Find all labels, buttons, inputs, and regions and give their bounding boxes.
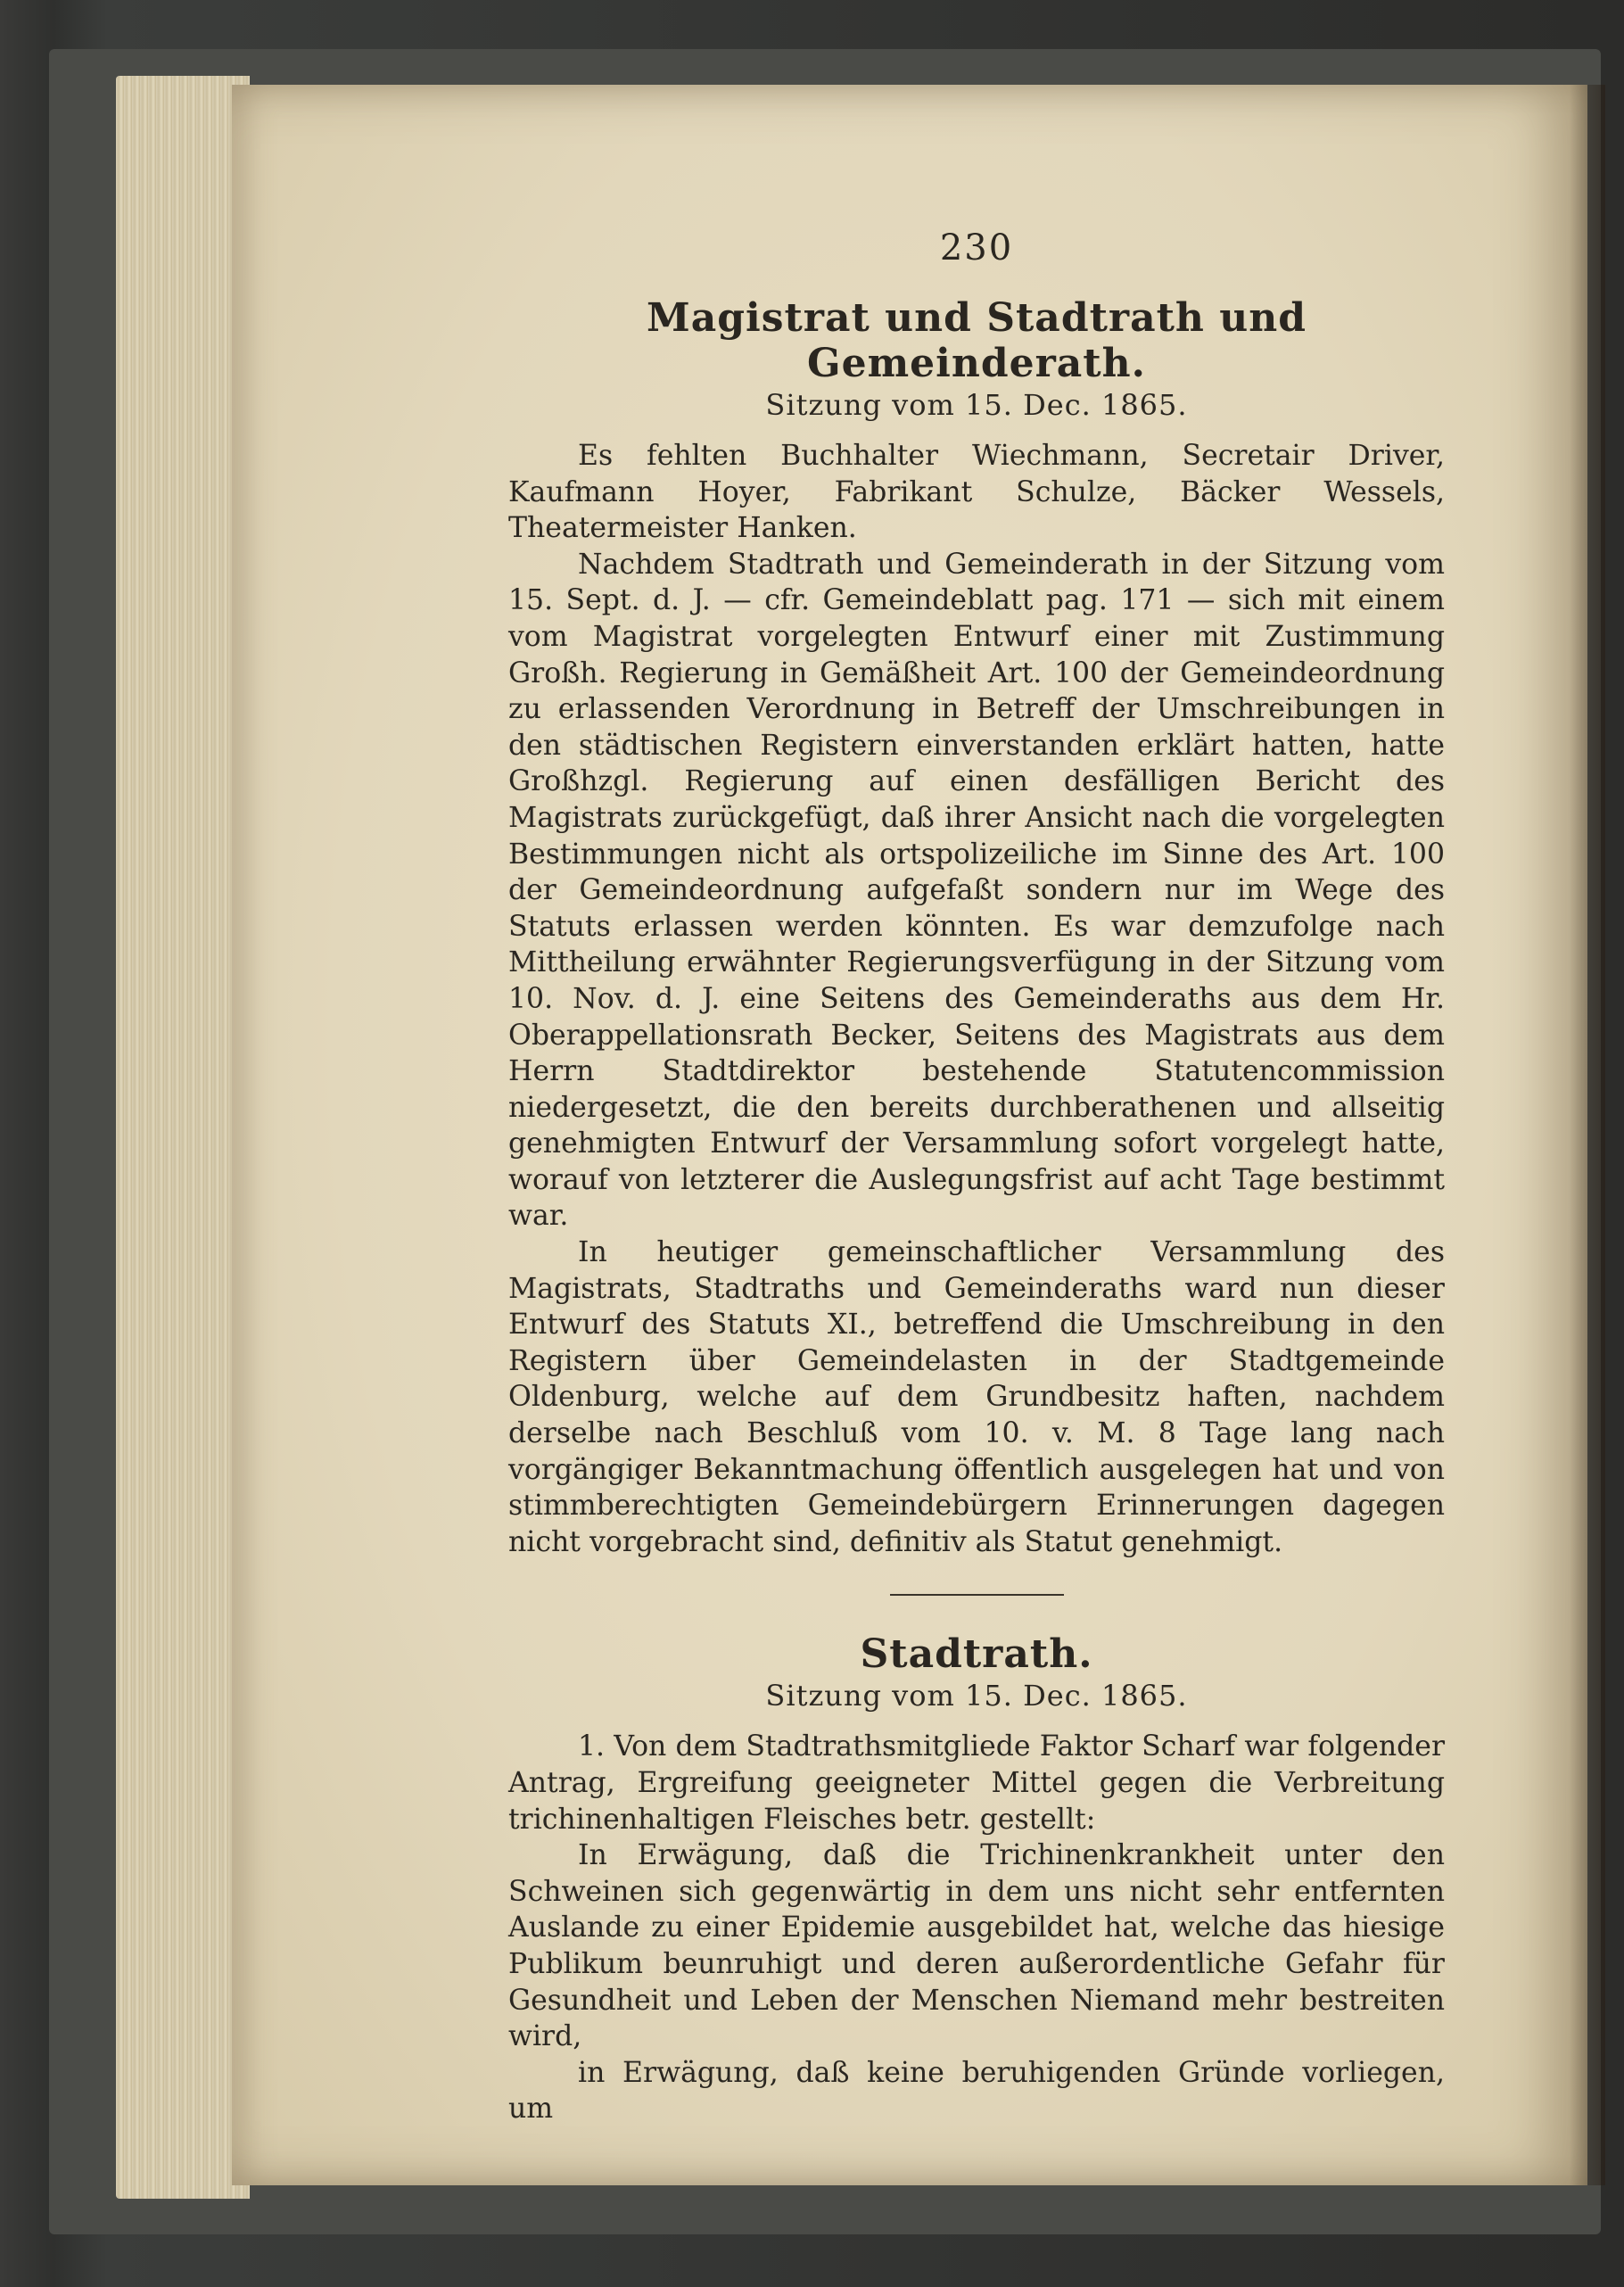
- paragraph: in Erwägung, daß keine beruhigenden Gründe vorliegen, um: [508, 2056, 1445, 2126]
- page-stack-edges: [116, 76, 250, 2199]
- session-date: Sitzung vom 15. Dec. 1865.: [765, 1679, 1188, 1713]
- session-date: Sitzung vom 15. Dec. 1865.: [765, 388, 1188, 422]
- paragraph: In Erwägung, daß die Trichinenkrankheit unter den Schweinen sich gegenwärtig in dem uns nicht sehr entfernten Auslande zu einer Epidemie ausgebildet hat, welche das hiesige Publikum beunruhigt und deren außerordentliche Gefahr für Gesundheit und Leben der Menschen Niemand mehr bestreiten wird,: [508, 1839, 1445, 2053]
- section-magistrat: [508, 295, 1445, 1560]
- page-number: 230: [939, 227, 1014, 268]
- paragraph: Es fehlten Buchhalter Wiechmann, Secretair Driver, Kaufmann Hoyer, Fabrikant Schulze, Bäcker Wessels, Theatermeister Hanken.: [508, 440, 1445, 545]
- paragraph: In heutiger gemeinschaftlicher Versammlung des Magistrats, Stadtraths und Gemeinderaths ward nun dieser Entwurf des Statuts XI., betreffend die Umschreibung in den Registern über Gemeindelasten in der Stadtgemeinde Oldenburg, welche auf dem Grundbesitz haften, nachdem derselbe nach Beschluß vom 10. v. M. 8 Tage lang nach vorgängiger Bekanntmachung öffentlich ausgelegen hat und von stimmberechtigten Gemeindebürgern Erinnerungen dagegen nicht vorgebracht sind, definitiv als Statut genehmigt.: [508, 1236, 1445, 1558]
- section-title: Magistrat und Stadtrath und Gemeinderath.: [647, 295, 1307, 386]
- section-divider: [890, 1594, 1064, 1596]
- page-content: [508, 227, 1445, 2127]
- section-stadtrath: [508, 1631, 1445, 2127]
- paragraph: Nachdem Stadtrath und Gemeinderath in der Sitzung vom 15. Sept. d. J. — cfr. Gemeindeblatt pag. 171 — sich mit einem vom Magistrat vorgelegten Entwurf einer mit Zustimmung Großh. Regierung in Gemäßheit Art. 100 der Gemeindeordnung zu erlassenden Verordnung in Betreff der Umschreibungen in den städtischen Registern einverstanden erklärt hatten, hatte Großhzgl. Regierung auf einen desfälligen Bericht des Magistrats zurückgefügt, daß ihrer Ansicht nach die vorgelegten Bestimmungen nicht als ortspolizeiliche im Sinne des Art. 100 der Gemeindeordnung aufgefaßt sondern nur im Wege des Statuts erlassen werden könnten. Es war demzufolge nach Mittheilung erwähnter Regierungsverfügung in der Sitzung vom 10. Nov. d. J. eine Seitens des Gemeinderaths aus dem Hr. Oberappellationsrath Becker, Seitens des Magistrats aus dem Herrn Stadtdirektor bestehende Statutencommission niedergesetzt, die den bereits durchberathenen und allseitig genehmigten Entwurf der Versammlung sofort vorgelegt hatte, worauf von letzterer die Auslegungsfrist auf acht Tage bestimmt war.: [508, 548, 1445, 1233]
- section-title: Stadtrath.: [860, 1631, 1093, 1678]
- paragraph: 1. Von dem Stadtrathsmitgliede Faktor Scharf war folgender Antrag, Ergreifung geeigneter Mittel gegen die Verbreitung trichinenhaltigen Fleisches betr. gestellt:: [508, 1730, 1445, 1836]
- gutter-shadow: [1570, 85, 1605, 2185]
